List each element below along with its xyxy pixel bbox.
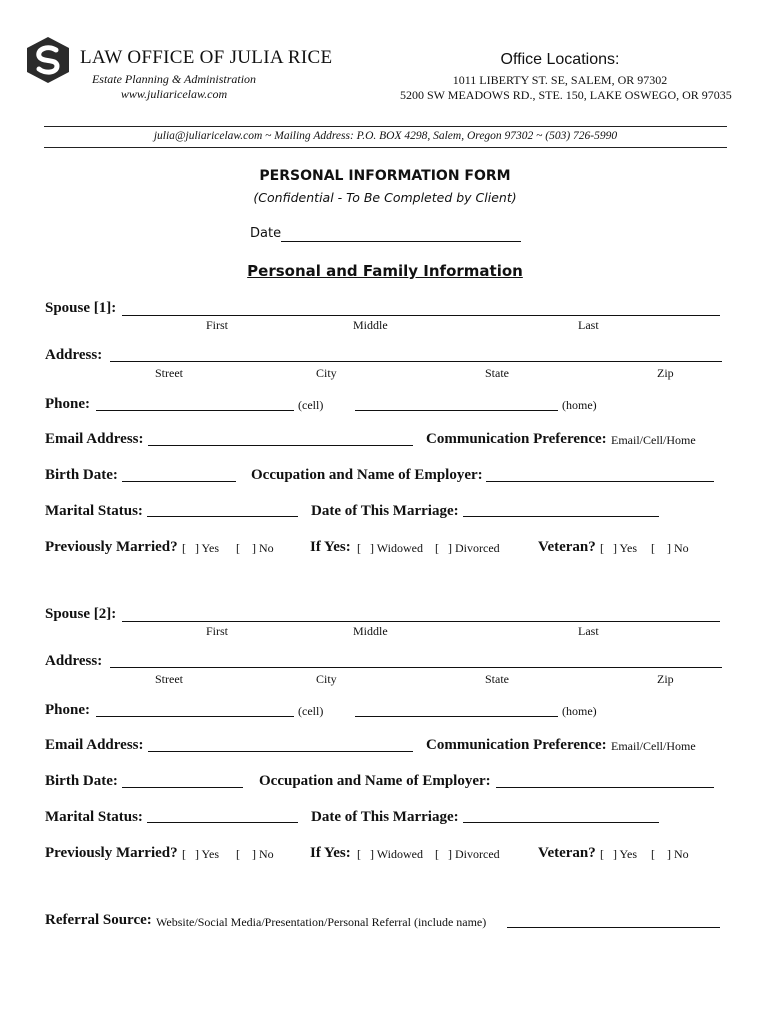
spouse1-prev-yes-checkbox[interactable]: [182, 541, 219, 556]
spouse1-veteran-no-checkbox[interactable]: [651, 541, 689, 556]
spouse1-prev-married-label: Previously Married?: [45, 539, 178, 555]
form-title: PERSONAL INFORMATION FORM: [259, 168, 511, 184]
bracket-open: [: [651, 847, 655, 861]
header-divider-bottom: [44, 147, 727, 148]
spouse2-marriage-date-label: Date of This Marriage:: [311, 809, 459, 825]
spouse2-address-label: Address:: [45, 653, 103, 669]
spouse2-veteran-label: Veteran?: [538, 845, 596, 861]
no-option: ] No: [667, 541, 689, 555]
spouse2-birth-label: Birth Date:: [45, 773, 118, 789]
spouse1-birth-label: Birth Date:: [45, 467, 118, 483]
spouse1-veteran-yes-checkbox[interactable]: [600, 541, 637, 556]
spouse1-widowed-checkbox[interactable]: [357, 541, 423, 556]
section-title: Personal and Family Information: [247, 262, 523, 280]
spouse2-home-caption: (home): [562, 704, 597, 718]
spouse1-address-label: Address:: [45, 347, 103, 363]
spouse1-cell-field[interactable]: [96, 410, 294, 411]
spouse1-phone-label: Phone:: [45, 396, 90, 412]
date-field[interactable]: [281, 241, 521, 242]
spouse1-state-caption: State: [485, 366, 509, 380]
location-2: 5200 SW MEADOWS RD., STE. 150, LAKE OSWEGO, OR 97035: [400, 88, 732, 102]
spouse1-street-caption: Street: [155, 366, 183, 380]
spouse1-first-caption: First: [206, 318, 229, 332]
spouse2-email-label: Email Address:: [45, 737, 144, 753]
spouse1-cell-caption: (cell): [298, 398, 324, 412]
spouse1-occupation-field[interactable]: [486, 481, 714, 482]
spouse2-occupation-label: Occupation and Name of Employer:: [259, 773, 491, 789]
spouse1-middle-caption: Middle: [353, 318, 388, 332]
spouse1-city-caption: City: [316, 366, 337, 380]
spouse2-first-caption: First: [206, 624, 229, 638]
widowed-option: ] Widowed: [370, 541, 423, 555]
divorced-option: ] Divorced: [448, 847, 500, 861]
spouse2-name-field[interactable]: [122, 621, 720, 622]
spouse2-if-yes-label: If Yes:: [310, 845, 351, 861]
spouse1-name-field[interactable]: [122, 315, 720, 316]
spouse2-street-caption: Street: [155, 672, 183, 686]
spouse1-last-caption: Last: [578, 318, 599, 332]
spouse1-home-field[interactable]: [355, 410, 558, 411]
yes-option: ] Yes: [613, 847, 638, 861]
spouse2-city-caption: City: [316, 672, 337, 686]
spouse1-marital-field[interactable]: [147, 516, 298, 517]
contact-line: julia@juliaricelaw.com ~ Mailing Address: P.O. BOX 4298, Salem, Oregon 97302 ~ (503) 726-5990: [153, 130, 618, 142]
header-divider-top: [44, 126, 727, 127]
bracket-open: [: [435, 541, 439, 555]
spouse2-marital-field[interactable]: [147, 822, 298, 823]
spouse2-birth-field[interactable]: [122, 787, 243, 788]
bracket-open: [: [182, 847, 186, 861]
spouse2-email-field[interactable]: [148, 751, 413, 752]
firm-name: LAW OFFICE OF JULIA RICE: [80, 47, 333, 68]
spouse2-zip-caption: Zip: [657, 672, 674, 686]
spouse2-address-field[interactable]: [110, 667, 722, 668]
bracket-open: [: [236, 847, 240, 861]
spouse2-comm-label: Communication Preference:: [426, 737, 607, 753]
spouse1-email-label: Email Address:: [45, 431, 144, 447]
spouse2-prev-yes-checkbox[interactable]: [182, 847, 219, 862]
spouse2-comm-options[interactable]: Email/Cell/Home: [611, 739, 696, 753]
spouse1-birth-field[interactable]: [122, 481, 236, 482]
spouse1-occupation-label: Occupation and Name of Employer:: [251, 467, 483, 483]
no-option: ] No: [667, 847, 689, 861]
bracket-open: [: [600, 541, 604, 555]
bracket-open: [: [600, 847, 604, 861]
form-subtitle: (Confidential - To Be Completed by Client): [253, 190, 517, 205]
spouse2-cell-field[interactable]: [96, 716, 294, 717]
bracket-open: [: [236, 541, 240, 555]
spouse1-marriage-date-field[interactable]: [463, 516, 659, 517]
bracket-open: [: [651, 541, 655, 555]
spouse2-prev-no-checkbox[interactable]: [236, 847, 274, 862]
firm-website[interactable]: www.juliaricelaw.com: [120, 87, 228, 101]
spouse1-prev-no-checkbox[interactable]: [236, 541, 274, 556]
spouse1-divorced-checkbox[interactable]: [435, 541, 500, 556]
locations-title: Office Locations:: [500, 51, 620, 68]
spouse2-cell-caption: (cell): [298, 704, 324, 718]
spouse2-veteran-yes-checkbox[interactable]: [600, 847, 637, 862]
firm-logo-icon: [26, 36, 70, 84]
spouse2-occupation-field[interactable]: [496, 787, 714, 788]
bracket-open: [: [357, 847, 361, 861]
no-option: ] No: [252, 541, 274, 555]
spouse2-phone-label: Phone:: [45, 702, 90, 718]
yes-option: ] Yes: [195, 847, 220, 861]
bracket-open: [: [357, 541, 361, 555]
spouse2-state-caption: State: [485, 672, 509, 686]
location-1: 1011 LIBERTY ST. SE, SALEM, OR 97302: [452, 73, 668, 87]
widowed-option: ] Widowed: [370, 847, 423, 861]
spouse2-prev-married-label: Previously Married?: [45, 845, 178, 861]
bracket-open: [: [182, 541, 186, 555]
date-label: Date: [250, 226, 282, 241]
spouse1-comm-options[interactable]: Email/Cell/Home: [611, 433, 696, 447]
yes-option: ] Yes: [613, 541, 638, 555]
bracket-open: [: [435, 847, 439, 861]
spouse2-last-caption: Last: [578, 624, 599, 638]
spouse1-marriage-date-label: Date of This Marriage:: [311, 503, 459, 519]
spouse1-email-field[interactable]: [148, 445, 413, 446]
spouse1-veteran-label: Veteran?: [538, 539, 596, 555]
referral-field[interactable]: [507, 927, 720, 928]
spouse2-label: Spouse [2]:: [45, 606, 117, 622]
spouse1-home-caption: (home): [562, 398, 597, 412]
spouse1-address-field[interactable]: [110, 361, 722, 362]
spouse2-divorced-checkbox[interactable]: [435, 847, 500, 862]
spouse2-marriage-date-field[interactable]: [463, 822, 659, 823]
no-option: ] No: [252, 847, 274, 861]
firm-tagline: Estate Planning & Administration: [91, 72, 257, 86]
spouse2-home-field[interactable]: [355, 716, 558, 717]
spouse2-veteran-no-checkbox[interactable]: [651, 847, 689, 862]
spouse1-if-yes-label: If Yes:: [310, 539, 351, 555]
referral-label: Referral Source:: [45, 912, 152, 928]
yes-option: ] Yes: [195, 541, 220, 555]
spouse2-marital-label: Marital Status:: [45, 809, 143, 825]
spouse1-zip-caption: Zip: [657, 366, 674, 380]
spouse2-middle-caption: Middle: [353, 624, 388, 638]
spouse1-marital-label: Marital Status:: [45, 503, 143, 519]
spouse1-comm-label: Communication Preference:: [426, 431, 607, 447]
referral-options: Website/Social Media/Presentation/Personal Referral (include name): [156, 915, 487, 929]
spouse1-label: Spouse [1]:: [45, 300, 117, 316]
spouse2-widowed-checkbox[interactable]: [357, 847, 423, 862]
divorced-option: ] Divorced: [448, 541, 500, 555]
